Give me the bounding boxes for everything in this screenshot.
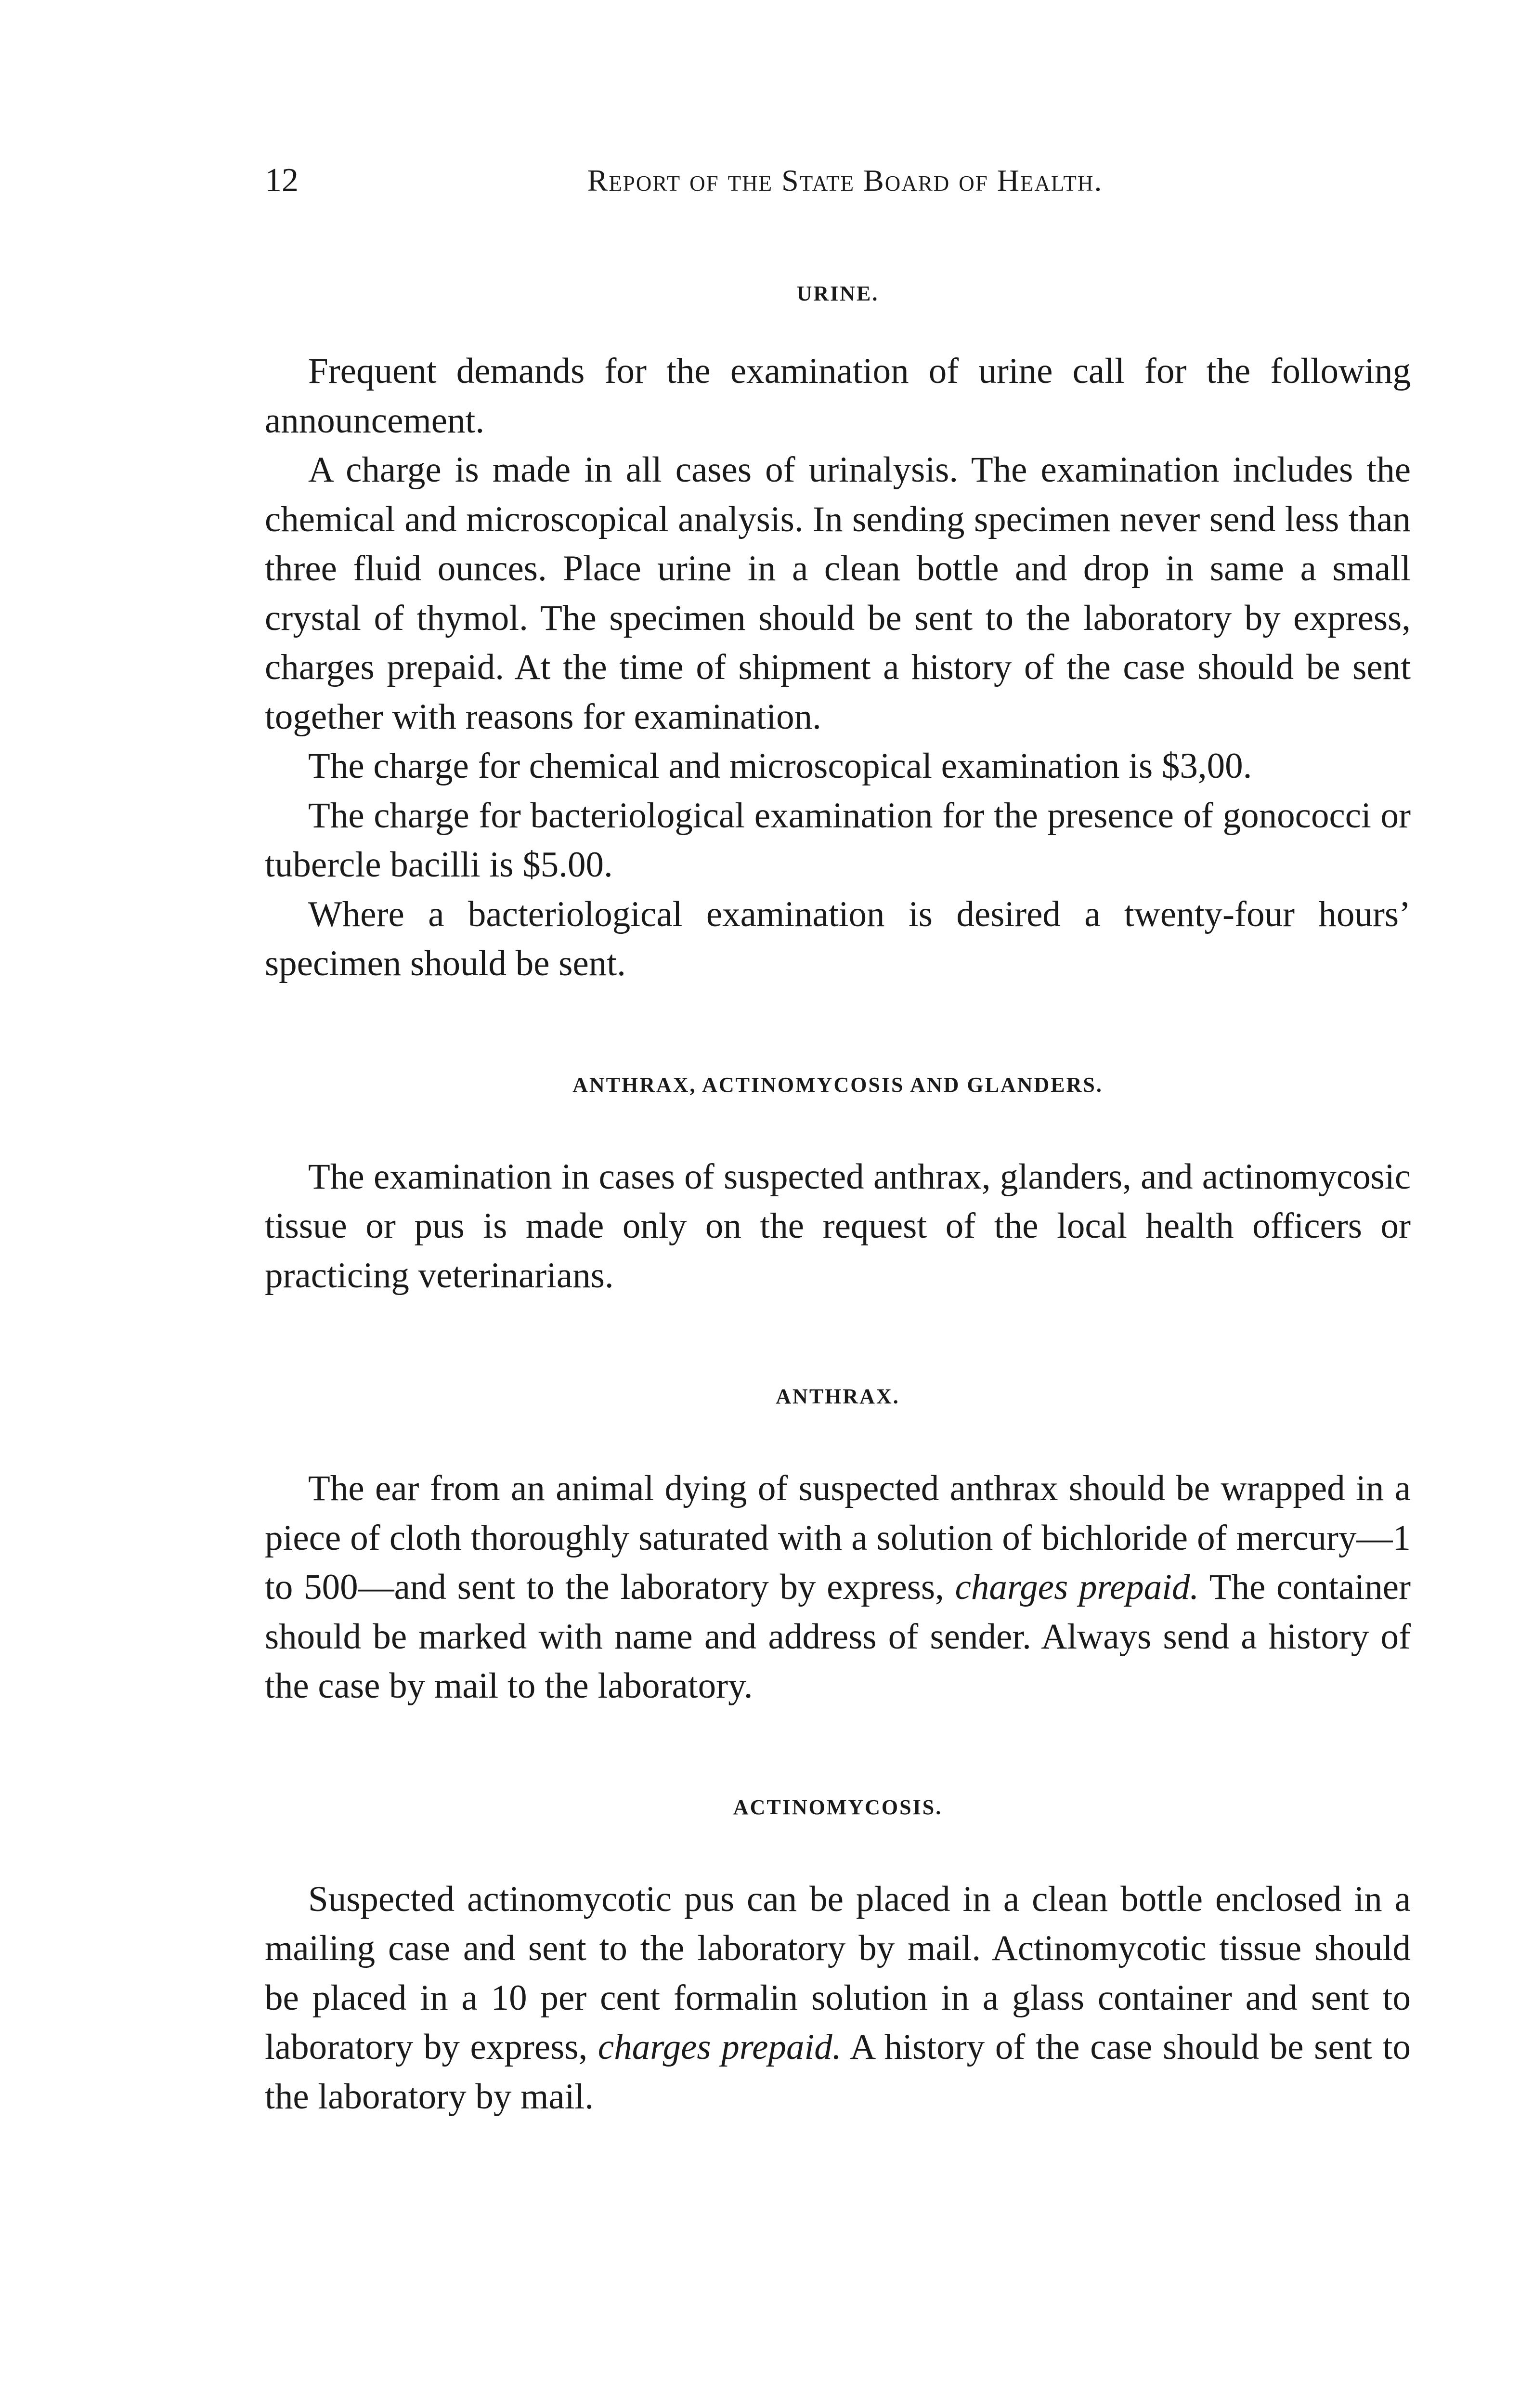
section-anthrax-actinomycosis-glanders — [265, 1071, 1411, 1301]
paragraph-text: Suspected actinomycotic pus can be placed in a clean bottle enclosed in a mailing case and sent to the laboratory by mail. Actinomycotic tissue should be placed in a 10 per cent formalin solution in a glass container and sent to laboratory by express, — [265, 1879, 1411, 2067]
page-body — [265, 270, 1411, 2121]
section-heading: ANTHRAX, ACTINOMYCOSIS AND GLANDERS. — [572, 1073, 1103, 1097]
running-head — [265, 159, 1411, 202]
paragraph-text: A charge is made in all cases of urinalysis. The examination includes the chemical and microscopical analysis. In sending specimen never send less than three fluid ounces. Place urine in a clean bottle and drop in same a small crystal of thymol. The specimen should be sent to the laboratory by express, charges prepaid. At the time of shipment a history of the case should be sent together with reasons for examination. — [265, 450, 1411, 737]
paragraph — [265, 1464, 1411, 1711]
emphasis-text: charges prepaid. — [598, 2027, 842, 2067]
paragraph — [265, 347, 1411, 445]
paragraph-text: The ear from an animal dying of suspected anthrax should be wrapped in a piece of cloth thoroughly saturated with a solution of bichloride of mercury—1 to 500—and sent to the laboratory by express, — [265, 1468, 1411, 1607]
section-actinomycosis — [265, 1793, 1411, 2122]
paragraph — [265, 791, 1411, 890]
paragraph-text: The container should be marked with name and address of sender. Always send a history of the case by mail to the laboratory. — [265, 1567, 1411, 1706]
paragraph — [265, 1875, 1411, 2122]
section-heading: URINE. — [796, 282, 879, 305]
paragraph — [265, 742, 1411, 791]
paragraph — [265, 1152, 1411, 1301]
paragraph — [265, 445, 1411, 742]
paragraph-text: The examination in cases of suspected anthrax, glanders, and actinomycosic tissue or pus is made only on the request of the local health officers or practicing veterinarians. — [265, 1156, 1411, 1296]
paragraph-text: The charge for bacteriological examination for the presence of gonococci or tubercle bacilli is $5.00. — [265, 795, 1411, 885]
section-urine — [265, 279, 1411, 989]
paragraph-text: The charge for chemical and microscopical examination is $3,00. — [308, 746, 1252, 786]
section-anthrax — [265, 1382, 1411, 1711]
section-heading: ACTINOMYCOSIS. — [733, 1795, 943, 1819]
emphasis-text: charges prepaid. — [955, 1567, 1199, 1607]
paragraph-text: A history of the case should be sent to the laboratory by mail. — [265, 2027, 1411, 2117]
paragraph-text: Frequent demands for the examination of urine call for the following announcement. — [265, 351, 1411, 441]
paragraph-text: Where a bacteriological examination is desired a twenty-four hours’ specimen should be sent. — [265, 894, 1411, 983]
section-heading: ANTHRAX. — [776, 1385, 900, 1408]
running-title: Report of the State Board of Health. — [587, 163, 1103, 197]
paragraph — [265, 890, 1411, 989]
page-number: 12 — [265, 162, 299, 199]
